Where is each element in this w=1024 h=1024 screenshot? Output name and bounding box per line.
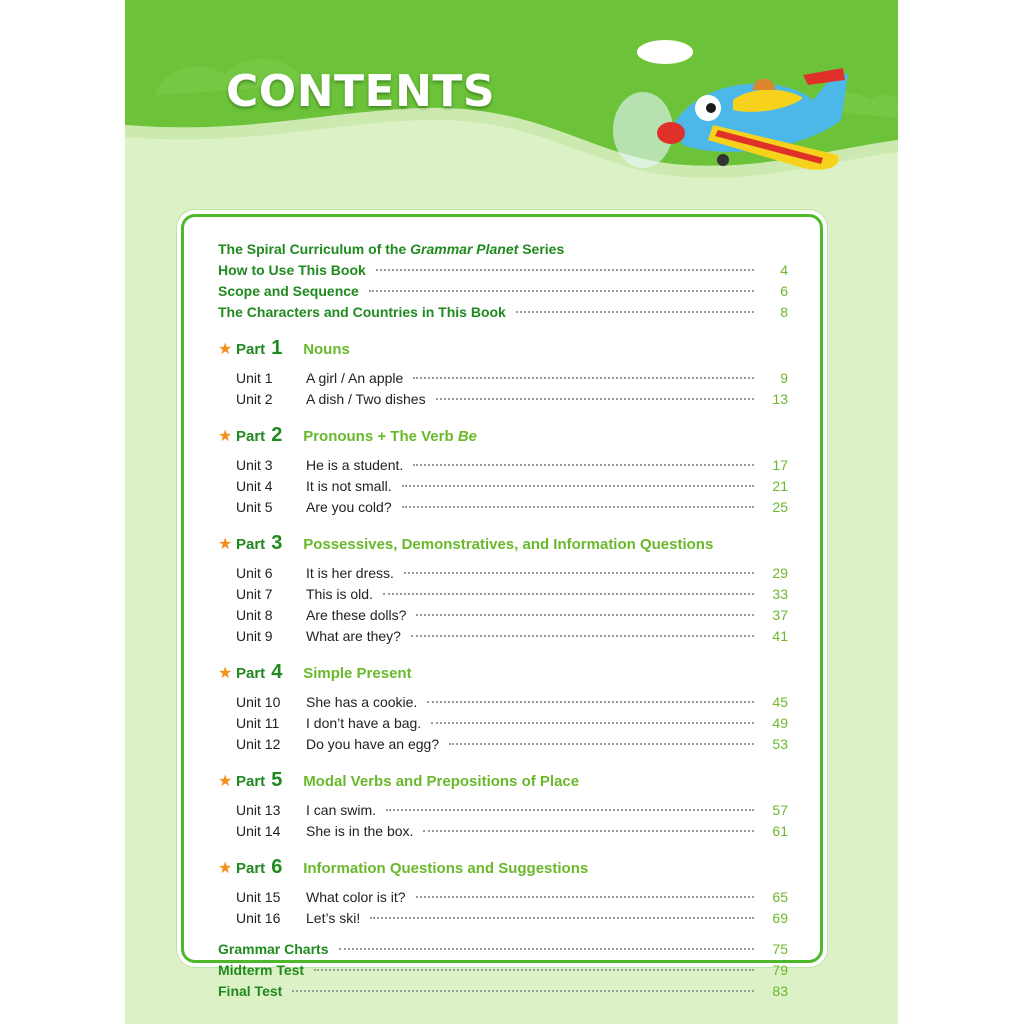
dot-leader (423, 830, 754, 832)
unit-number: Unit 11 (236, 715, 280, 731)
part-heading[interactable] (218, 661, 788, 688)
page-number: 33 (772, 586, 788, 602)
page-number: 83 (772, 983, 788, 999)
unit-title: She is in the box. (306, 823, 414, 839)
page-title: CONTENTS (226, 66, 496, 117)
dot-leader (339, 948, 755, 950)
dot-leader (369, 290, 754, 292)
page-number: 4 (780, 262, 788, 278)
dot-leader (413, 464, 754, 466)
dot-leader (431, 722, 754, 724)
unit-entry[interactable] (218, 821, 788, 842)
unit-number: Unit 4 (236, 478, 273, 494)
unit-entry[interactable] (218, 887, 788, 908)
entry-title: Midterm Test (218, 962, 305, 978)
unit-number: Unit 14 (236, 823, 281, 839)
part-heading[interactable] (218, 337, 788, 364)
page-number: 57 (772, 802, 788, 818)
toc-entry[interactable] (218, 281, 788, 302)
entry-title: Final Test (218, 983, 283, 999)
part-number: 5 (271, 769, 283, 791)
unit-title: She has a cookie. (306, 694, 418, 710)
entry-title-text: The Spiral Curriculum of the (218, 241, 411, 257)
star-icon: ★ (218, 428, 233, 445)
dot-leader (404, 572, 754, 574)
unit-number: Unit 16 (236, 910, 281, 926)
unit-title: Let’s ski! (306, 910, 361, 926)
page-number: 53 (772, 736, 788, 752)
dot-leader (416, 614, 754, 616)
unit-title: Are these dolls? (306, 607, 407, 623)
unit-entry[interactable] (218, 734, 788, 755)
part-title-text: Simple Present (303, 665, 412, 682)
entry-title-text: Series (518, 241, 565, 257)
unit-number: Unit 12 (236, 736, 281, 752)
unit-title: Do you have an egg? (306, 736, 440, 752)
dot-leader (383, 593, 754, 595)
page-number: 49 (772, 715, 788, 731)
airplane-illustration (603, 30, 863, 180)
part-title (303, 773, 579, 790)
entry-title-italic: Grammar Planet (410, 241, 519, 257)
part-heading[interactable] (218, 532, 788, 559)
toc-entry[interactable] (218, 302, 788, 323)
page-number: 45 (772, 694, 788, 710)
unit-number: Unit 6 (236, 565, 273, 581)
part-title-text: Information Questions and Suggestions (303, 860, 589, 877)
unit-title: A girl / An apple (306, 370, 404, 386)
spacer (218, 929, 788, 939)
unit-number: Unit 8 (236, 607, 273, 623)
dot-leader (416, 896, 754, 898)
unit-entry[interactable] (218, 476, 788, 497)
unit-title: What are they? (306, 628, 401, 644)
dot-leader (411, 635, 754, 637)
part-label: Part (236, 428, 266, 445)
unit-entry[interactable] (218, 713, 788, 734)
star-icon: ★ (218, 536, 233, 553)
entry-title (218, 239, 564, 260)
star-icon: ★ (218, 860, 233, 877)
page-number: 79 (772, 962, 788, 978)
unit-number: Unit 9 (236, 628, 273, 644)
star-icon: ★ (218, 341, 233, 358)
unit-entry[interactable] (218, 626, 788, 647)
part-title (303, 428, 477, 445)
part-title (303, 665, 411, 682)
part-title-text: Possessives, Demonstratives, and Information Questions (303, 536, 714, 553)
dot-leader (516, 311, 754, 313)
page-number: 9 (780, 370, 788, 386)
unit-title: A dish / Two dishes (306, 391, 426, 407)
entry-title: Grammar Charts (218, 941, 329, 957)
unit-number: Unit 1 (236, 370, 273, 386)
toc-entry[interactable] (218, 960, 788, 981)
page-number: 41 (772, 628, 788, 644)
unit-title: I can swim. (306, 802, 377, 818)
dot-leader (376, 269, 754, 271)
unit-number: Unit 13 (236, 802, 281, 818)
part-title (303, 860, 588, 877)
book-page (125, 0, 898, 1024)
dot-leader (402, 506, 754, 508)
unit-entry[interactable] (218, 605, 788, 626)
unit-number: Unit 2 (236, 391, 273, 407)
part-number: 6 (271, 856, 283, 878)
page-number: 17 (772, 457, 788, 473)
dot-leader (314, 969, 754, 971)
part-heading[interactable] (218, 856, 788, 883)
toc-entry[interactable] (218, 981, 788, 1002)
unit-entry[interactable] (218, 800, 788, 821)
unit-number: Unit 10 (236, 694, 281, 710)
star-icon: ★ (218, 773, 233, 790)
entry-title-text: The Characters and Countries in This Book (218, 304, 506, 320)
part-title (303, 341, 350, 358)
page-number: 8 (780, 304, 788, 320)
unit-entry[interactable] (218, 692, 788, 713)
part-heading[interactable] (218, 424, 788, 451)
unit-title: I don’t have a bag. (306, 715, 422, 731)
entry-title (218, 302, 506, 323)
part-label: Part (236, 536, 266, 553)
part-title-text: Modal Verbs and Prepositions of Place (303, 773, 580, 790)
unit-title: It is not small. (306, 478, 392, 494)
entry-title (218, 281, 359, 302)
unit-entry[interactable] (218, 497, 788, 518)
page-number: 37 (772, 607, 788, 623)
part-label: Part (236, 341, 266, 358)
unit-entry[interactable] (218, 584, 788, 605)
contents-panel (181, 214, 823, 999)
unit-title: He is a student. (306, 457, 404, 473)
page-number: 75 (772, 941, 788, 957)
unit-entry[interactable] (218, 389, 788, 410)
part-heading[interactable] (218, 769, 788, 796)
part-number: 3 (271, 532, 283, 554)
dot-leader (436, 398, 754, 400)
part-title (303, 536, 713, 553)
dot-leader (413, 377, 754, 379)
part-title-text: Pronouns + The Verb (303, 428, 458, 445)
part-number: 1 (271, 337, 283, 359)
unit-title: What color is it? (306, 889, 406, 905)
page-number: 13 (772, 391, 788, 407)
part-number: 4 (271, 661, 283, 683)
dot-leader (386, 809, 754, 811)
page-number: 29 (772, 565, 788, 581)
dot-leader (402, 485, 754, 487)
star-icon: ★ (218, 665, 233, 682)
unit-title: Are you cold? (306, 499, 392, 515)
page-number: 21 (772, 478, 788, 494)
unit-entry[interactable] (218, 455, 788, 476)
entry-title (218, 260, 366, 281)
dot-leader (292, 990, 754, 992)
unit-number: Unit 7 (236, 586, 273, 602)
unit-entry[interactable] (218, 368, 788, 389)
page-number: 69 (772, 910, 788, 926)
dot-leader (427, 701, 754, 703)
toc-entry[interactable] (218, 239, 788, 260)
page-number: 65 (772, 889, 788, 905)
dot-leader (449, 743, 754, 745)
part-title-text: Nouns (303, 341, 350, 358)
unit-title: It is her dress. (306, 565, 394, 581)
unit-number: Unit 15 (236, 889, 281, 905)
unit-title: This is old. (306, 586, 373, 602)
part-label: Part (236, 773, 266, 790)
part-label: Part (236, 860, 266, 877)
page-number: 6 (780, 283, 788, 299)
dot-leader (370, 917, 754, 919)
table-of-contents (218, 239, 788, 1002)
toc-entry[interactable] (218, 939, 788, 960)
page-number: 25 (772, 499, 788, 515)
entry-title-text: How to Use This Book (218, 262, 366, 278)
toc-entry[interactable] (218, 260, 788, 281)
unit-number: Unit 5 (236, 499, 273, 515)
unit-entry[interactable] (218, 563, 788, 584)
part-number: 2 (271, 424, 283, 446)
page-number: 61 (772, 823, 788, 839)
unit-entry[interactable] (218, 908, 788, 929)
unit-number: Unit 3 (236, 457, 273, 473)
part-label: Part (236, 665, 266, 682)
entry-title-text: Scope and Sequence (218, 283, 359, 299)
part-title-italic: Be (457, 428, 477, 445)
